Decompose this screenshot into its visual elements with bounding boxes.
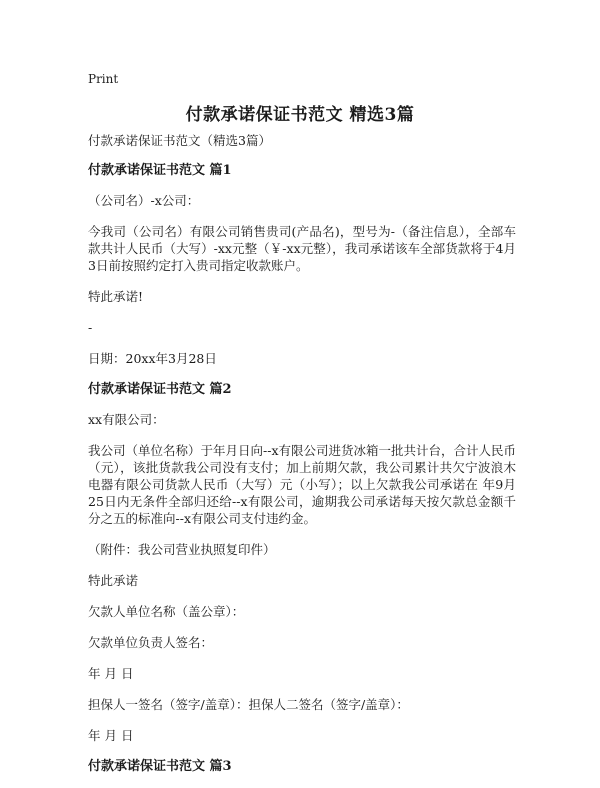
print-label: Print <box>88 72 119 86</box>
document-title: 付款承诺保证书范文 精选3篇 <box>185 105 415 125</box>
section-heading: 付款承诺保证书范文 篇1 <box>88 163 232 178</box>
section-heading: 付款承诺保证书范文 篇2 <box>88 382 232 397</box>
date-line: 年 月 日 <box>88 728 134 743</box>
document-body <box>88 132 516 788</box>
date-line: 日期：20xx年3月28日 <box>88 351 217 366</box>
signature-line: 欠款单位负责人签名： <box>88 635 214 650</box>
body-paragraph: 我公司（单位名称）于年月日向--x有限公司进货冰箱一批共计台，合计人民币（元），该批货款我公司没有支付；加上前期欠款，我公司累计共欠宁波浪木电器有限公司货款人民币（大写）元（小写）；以上欠款我公司承诺在 年9月25日内无条件全部归还给--x有限公司，逾期我公司承诺每天按欠款总金额千分之五的标准向--x有限公司支付违约金。 <box>88 443 516 526</box>
salutation: xx有限公司： <box>88 412 165 427</box>
document-subtitle: 付款承诺保证书范文（精选3篇） <box>88 133 271 148</box>
body-paragraph: 今我司（公司名）有限公司销售贵司(产品名)，型号为-（备注信息），全部车款共计人民币（大写）-xx元整（￥-xx元整），我司承诺该车全部货款将于4月3日前按照约定打入贵司指定收款账户。 <box>88 224 516 273</box>
dash-separator: - <box>88 320 93 335</box>
section-heading: 付款承诺保证书范文 篇3 <box>88 759 232 774</box>
signature-line: 欠款人单位名称（盖公章）： <box>88 604 245 619</box>
closing-statement: 特此承诺! <box>88 289 144 304</box>
closing-statement: 特此承诺 <box>88 573 139 588</box>
guarantor-signature-line: 担保人一签名（签字/盖章）：担保人二签名（签字/盖章）： <box>88 697 409 712</box>
salutation: （公司名）-x公司： <box>88 193 200 208</box>
attachment-note: （附件：我公司营业执照复印件） <box>88 542 276 557</box>
date-line: 年 月 日 <box>88 666 134 681</box>
